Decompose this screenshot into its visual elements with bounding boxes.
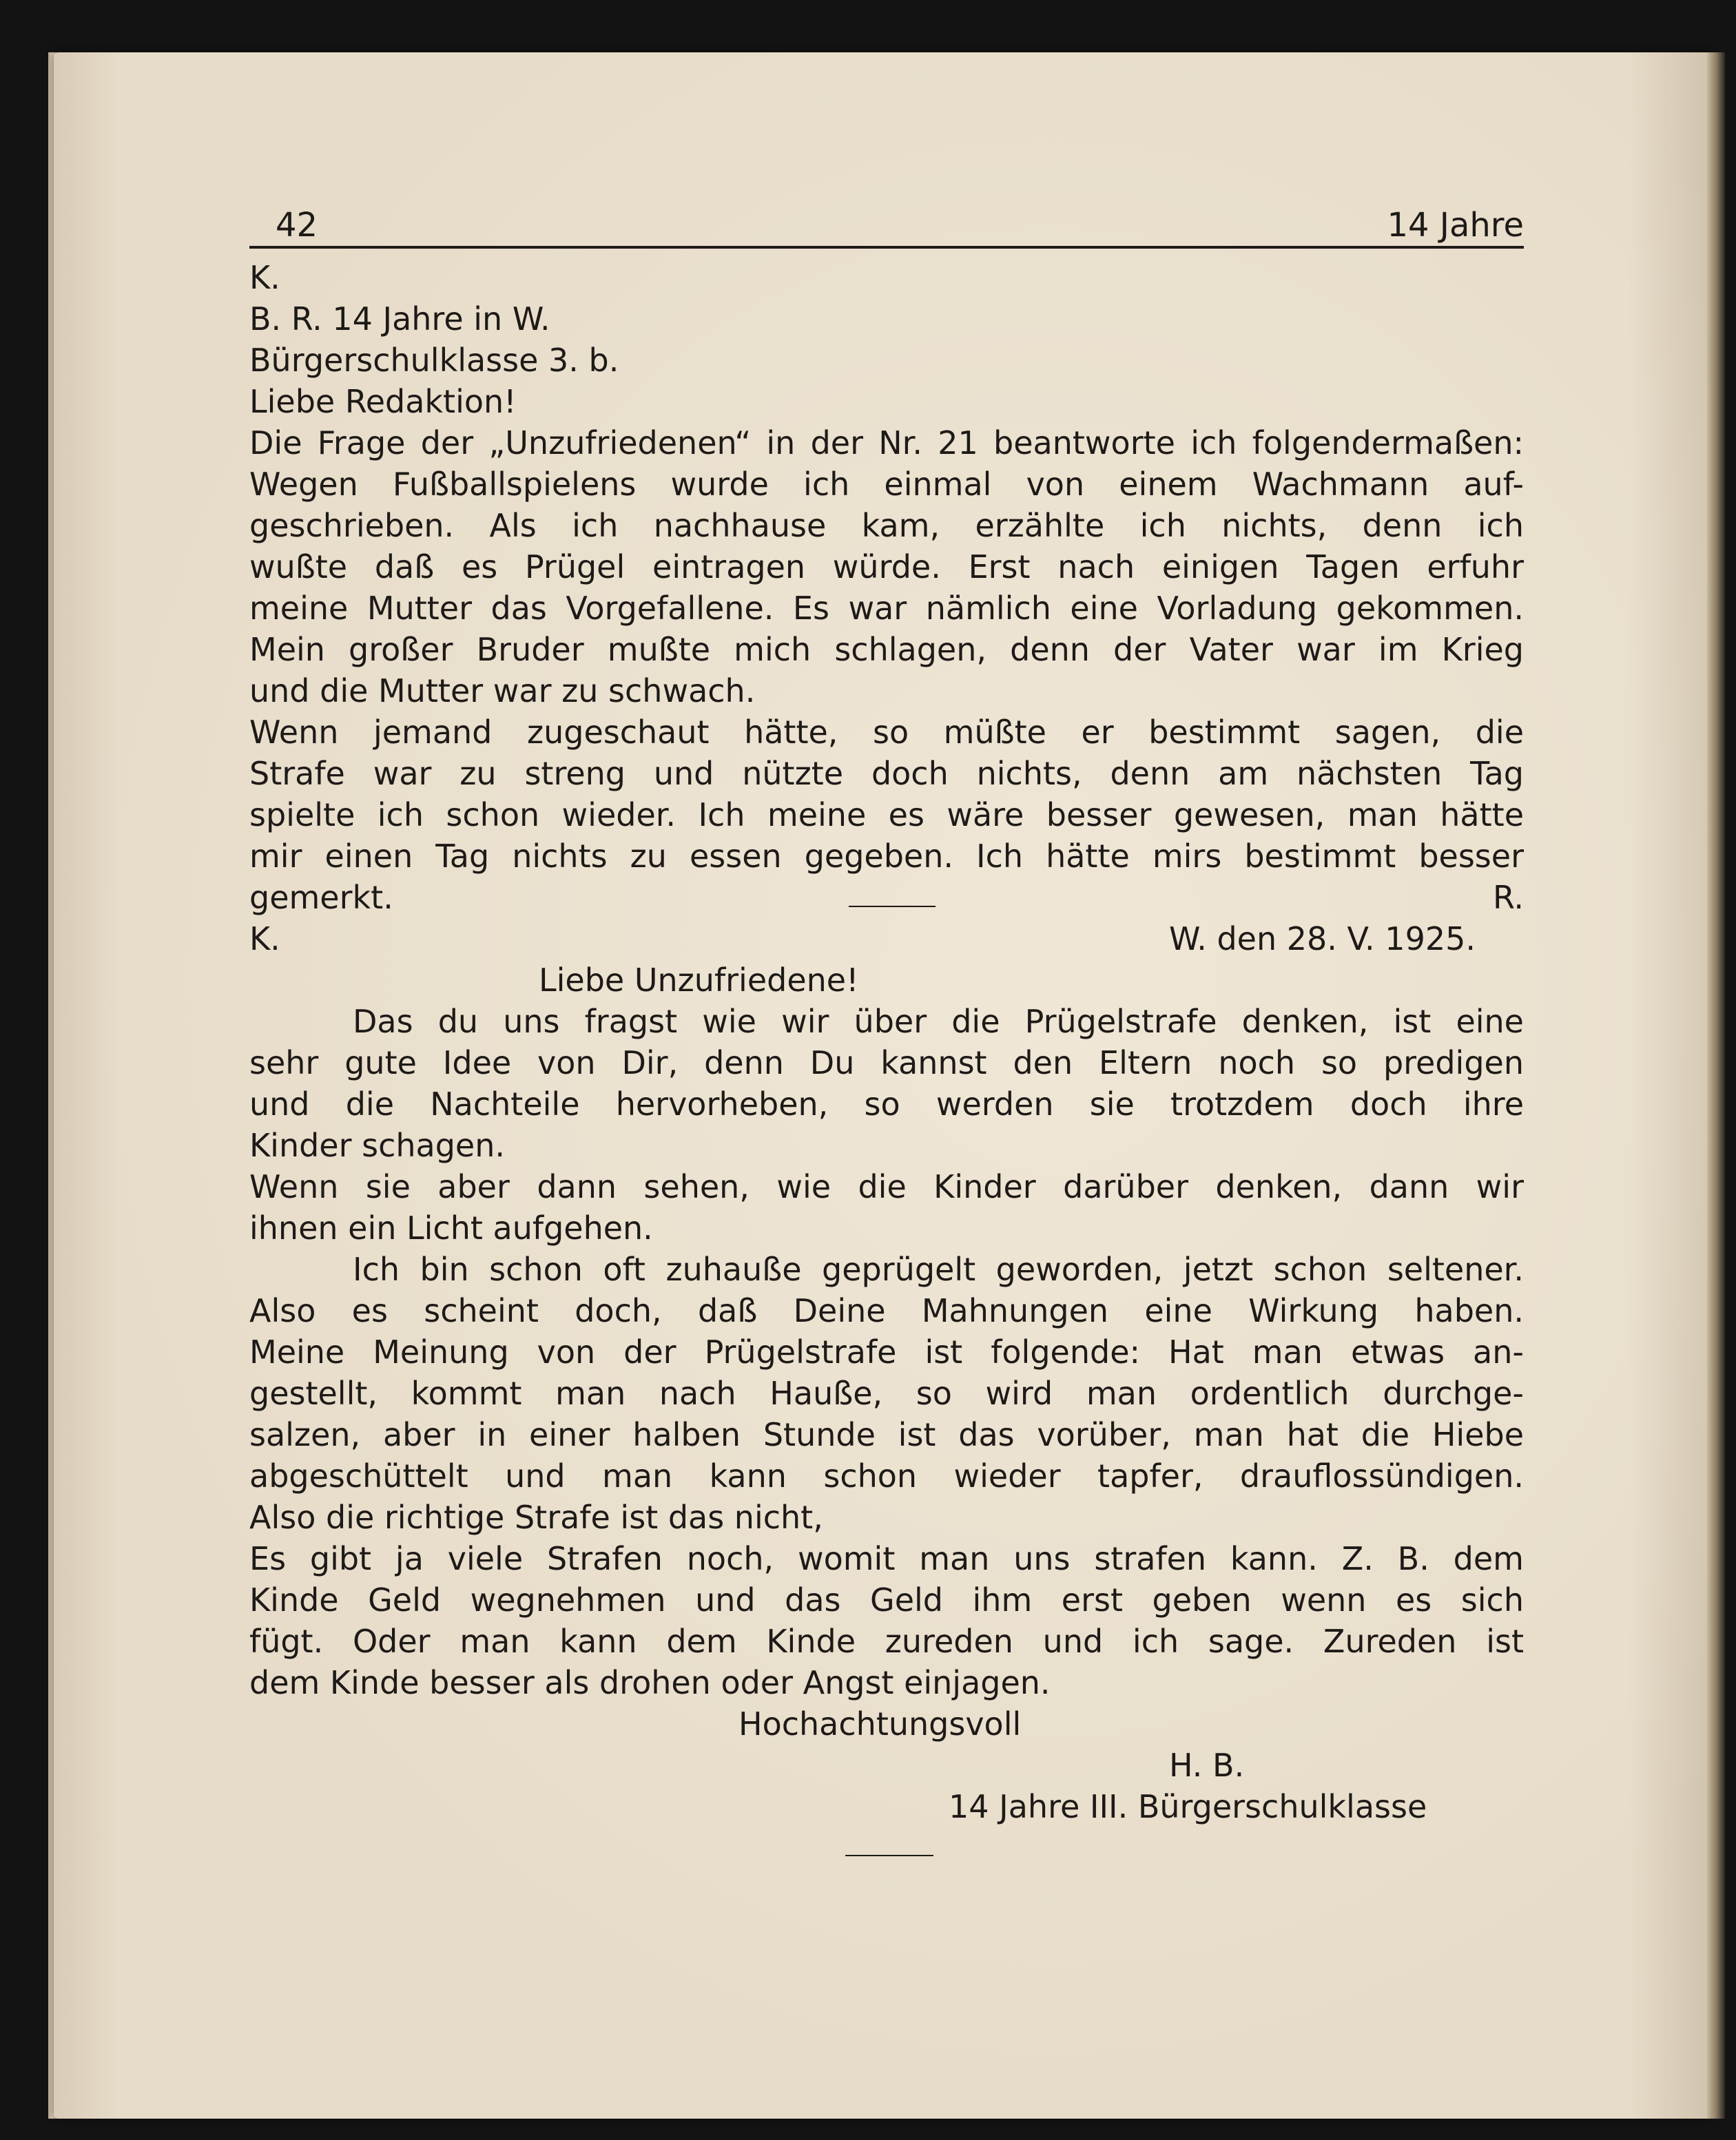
letter-2-place: K. (249, 920, 280, 957)
body-line: Es gibt ja viele Strafen noch, womit man uns strafen kann. Z. B. dem (249, 1540, 1524, 1577)
body-line: Das du uns fragst wie wir über die Prügelstrafe denken, ist eine (353, 1003, 1524, 1040)
body-line: Die Frage der „Unzufriedenen“ in der Nr. 21 beantworte ich folgendermaßen: (249, 424, 1524, 461)
letter-2-heading-row (249, 918, 1524, 959)
section-separator (849, 906, 936, 907)
body-line: meine Mutter das Vorgefallene. Es war nämlich eine Vorladung gekommen. (249, 590, 1524, 627)
body-line: Strafe war zu streng und nützte doch nichts, denn am nächsten Tag (249, 755, 1524, 792)
body-line: gemerkt. (249, 879, 393, 916)
body-line: Mein großer Bruder mußte mich schlagen, denn der Vater war im Krieg (249, 631, 1524, 668)
body-line: Wenn sie aber dann sehen, wie die Kinder darüber denken, dann wir (249, 1168, 1524, 1205)
body-line: wußte daß es Prügel eintragen würde. Erst nach einigen Tagen erfuhr (249, 548, 1524, 585)
letter-2-closing: Hochachtungsvoll (738, 1705, 1022, 1743)
body-line: mir einen Tag nichts zu essen gegeben. Ich hätte mirs bestimmt besser (249, 838, 1524, 875)
body-line: Kinde Geld wegnehmen und das Geld ihm erst geben wenn es sich (249, 1581, 1524, 1619)
body-line: Ich bin schon oft zuhauße geprügelt geworden, jetzt schon seltener. (353, 1251, 1524, 1288)
letter-1 (249, 257, 1524, 918)
body-line: und die Nachteile hervorheben, so werden sie trotzdem doch ihre (249, 1085, 1524, 1123)
body-line: ihnen ein Licht aufgehen. (249, 1209, 653, 1247)
body-line: Wenn jemand zugeschaut hätte, so müßte er bestimmt sagen, die (249, 714, 1524, 751)
body-line: Kinder schagen. (249, 1127, 506, 1164)
body-line: sehr gute Idee von Dir, denn Du kannst den Eltern noch so predigen (249, 1044, 1524, 1081)
body-line: salzen, aber in einer halben Stunde ist das vorüber, man hat die Hiebe (249, 1416, 1524, 1453)
body-line: abgeschüttelt und man kann schon wieder tapfer, drauflossündigen. (249, 1457, 1524, 1495)
running-head (249, 189, 1524, 246)
end-separator (845, 1855, 933, 1856)
body-line: Also es scheint doch, daß Deine Mahnungen eine Wirkung haben. (249, 1292, 1524, 1329)
letter-2-initials: H. B. (1169, 1747, 1245, 1784)
running-title: 14 Jahre (1387, 206, 1524, 245)
body-line: Also die richtige Strafe ist das nicht, (249, 1499, 823, 1536)
letter-2-date: W. den 28. V. 1925. (1169, 920, 1476, 957)
body-line: und die Mutter war zu schwach. (249, 672, 756, 709)
body-line: Meine Meinung von der Prügelstrafe ist folgende: Hat man etwas an- (249, 1333, 1524, 1371)
body-line: Wegen Fußballspielens wurde ich einmal von einem Wachmann auf- (249, 466, 1524, 503)
letter-2-salutation: Liebe Unzufriedene! (539, 962, 859, 999)
letter-1-closing-row (249, 877, 1524, 918)
body-line: spielte ich schon wieder. Ich meine es wäre besser gewesen, man hätte (249, 796, 1524, 833)
letter-1-salutation: Liebe Redaktion! (249, 383, 517, 420)
letter-1-author: B. R. 14 Jahre in W. (249, 300, 550, 337)
body-line: fügt. Oder man kann dem Kinde zureden und ich sage. Zureden ist (249, 1623, 1524, 1660)
letter-2 (249, 918, 1524, 1827)
letter-1-signature: R. (1493, 879, 1524, 916)
page-number: 42 (276, 206, 318, 245)
letter-2-signature-line: 14 Jahre III. Bürgerschulklasse (949, 1788, 1427, 1825)
letter-1-class: Bürgerschulklasse 3. b. (249, 342, 619, 379)
body-line: geschrieben. Als ich nachhause kam, erzählte ich nichts, denn ich (249, 507, 1524, 544)
body-line: gestellt, kommt man nach Hauße, so wird man ordentlich durchge- (249, 1375, 1524, 1412)
header-rule (249, 246, 1524, 249)
page-content (249, 189, 1524, 1856)
body-line: dem Kinde besser als drohen oder Angst einjagen. (249, 1664, 1051, 1701)
page-edge-right (1707, 52, 1725, 2119)
letter-1-place: K. (249, 259, 280, 296)
